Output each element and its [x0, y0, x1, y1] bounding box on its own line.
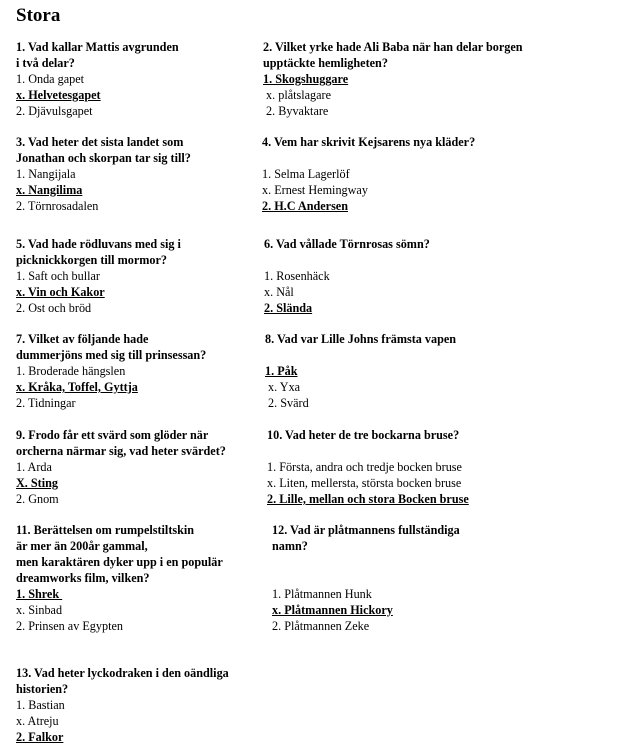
answer-option: 1. Onda gapet — [16, 72, 85, 86]
question-text — [16, 427, 226, 459]
question-line: upptäckte hemligheten? — [263, 56, 388, 70]
question-line: 13. Vad heter lyckodraken i den oändliga — [16, 666, 229, 680]
question-line: 2. Vilket yrke hade Ali Baba när han delar borgen — [263, 40, 523, 54]
answer-option: 2. Djävulsgapet — [16, 104, 93, 118]
question-line: 4. Vem har skrivit Kejsarens nya kläder? — [262, 135, 476, 149]
question-line: 12. Vad är plåtmannens fullständiga — [272, 523, 460, 537]
spacer — [272, 570, 460, 586]
question-text — [267, 427, 469, 443]
question-line: 11. Berättelsen om rumpelstiltskin — [16, 523, 195, 537]
answer-option-correct: x. Nangilima — [16, 183, 83, 197]
answer-option: 2. Tidningar — [16, 396, 76, 410]
spacer — [272, 554, 460, 570]
answer-option-correct: 2. Lille, mellan och stora Bocken bruse — [267, 492, 469, 506]
answer-option-correct: 2. Falkor — [16, 730, 64, 744]
question-8 — [265, 331, 456, 411]
question-text — [16, 39, 179, 71]
question-5 — [16, 236, 181, 316]
question-9 — [16, 427, 226, 507]
answer-option: 2. Byvaktare — [263, 104, 329, 118]
question-12 — [272, 522, 460, 634]
answer-option: 1. Broderade hängslen — [16, 364, 126, 378]
answer-option: x. Nål — [264, 285, 294, 299]
question-text — [262, 134, 475, 150]
answer-option: 1. Bastian — [16, 698, 65, 712]
question-4 — [262, 134, 475, 214]
answer-option: 2. Gnom — [16, 492, 59, 506]
spacer — [264, 252, 430, 268]
answer-option: 1. Arda — [16, 460, 52, 474]
question-line: namn? — [272, 539, 308, 553]
question-2 — [263, 39, 523, 119]
question-line: 8. Vad var Lille Johns främsta vapen — [265, 332, 457, 346]
question-text — [16, 331, 206, 363]
question-line: är mer än 200år gammal, — [16, 539, 148, 553]
spacer — [267, 443, 469, 459]
question-10 — [267, 427, 469, 507]
question-text — [265, 331, 456, 347]
answer-option: 2. Prinsen av Egypten — [16, 619, 123, 633]
question-line: 9. Frodo får ett svärd som glöder när — [16, 428, 209, 442]
spacer — [262, 150, 475, 166]
answer-option: 1. Selma Lagerlöf — [262, 167, 350, 181]
answer-option: 2. Ost och bröd — [16, 301, 92, 315]
question-7 — [16, 331, 206, 411]
answer-option: x. Sinbad — [16, 603, 63, 617]
spacer — [265, 347, 456, 363]
question-text — [16, 665, 229, 697]
question-text — [16, 522, 223, 586]
answer-option: x. plåtslagare — [263, 88, 332, 102]
question-text — [264, 236, 430, 252]
answer-option-correct: x. Vin och Kakor — [16, 285, 105, 299]
answer-option-correct: x. Helvetesgapet — [16, 88, 101, 102]
question-line: 10. Vad heter de tre bockarna bruse? — [267, 428, 460, 442]
answer-option: 1. Plåtmannen Hunk — [272, 587, 372, 601]
answer-option-correct: x. Kråka, Toffel, Gyttja — [16, 380, 138, 394]
page-title: Stora — [16, 5, 61, 26]
question-line: 6. Vad vållade Törnrosas sömn? — [264, 237, 430, 251]
answer-option: 1. Rosenhäck — [264, 269, 330, 283]
question-13 — [16, 665, 229, 745]
answer-option-correct: x. Plåtmannen Hickory — [272, 603, 393, 617]
question-line: 1. Vad kallar Mattis avgrunden — [16, 40, 179, 54]
question-line: historien? — [16, 682, 69, 696]
question-line: dummerjöns med sig till prinsessan? — [16, 348, 207, 362]
question-line: 7. Vilket av följande hade — [16, 332, 149, 346]
question-line: men karaktären dyker upp i en populär — [16, 555, 223, 569]
question-text — [263, 39, 523, 71]
question-line: picknickkorgen till mormor? — [16, 253, 167, 267]
question-line: 5. Vad hade rödluvans med sig i — [16, 237, 181, 251]
question-text — [16, 134, 191, 166]
answer-option: 2. Plåtmannen Zeke — [272, 619, 370, 633]
question-line: i två delar? — [16, 56, 75, 70]
question-line: Jonathan och skorpan tar sig till? — [16, 151, 191, 165]
answer-option: 1. Saft och bullar — [16, 269, 100, 283]
answer-option: x. Ernest Hemingway — [262, 183, 368, 197]
question-1 — [16, 39, 179, 119]
answer-option: x. Yxa — [265, 380, 301, 394]
answer-option-correct: 1. Påk — [265, 364, 298, 378]
question-6 — [264, 236, 430, 316]
answer-option-correct: X. Sting — [16, 476, 58, 490]
answer-option: 2. Svärd — [265, 396, 309, 410]
answer-option: 2. Törnrosadalen — [16, 199, 99, 213]
answer-option: x. Liten, mellersta, största bocken bruse — [267, 476, 462, 490]
answer-option-correct: 2. Slända — [264, 301, 313, 315]
answer-option-correct: 1. Skogshuggare — [263, 72, 349, 86]
question-11 — [16, 522, 223, 634]
question-text — [272, 522, 460, 554]
answer-option: 1. Första, andra och tredje bocken bruse — [267, 460, 462, 474]
answer-option: 1. Nangijala — [16, 167, 76, 181]
question-line: dreamworks film, vilken? — [16, 571, 150, 585]
answer-option-correct: 1. Shrek — [16, 587, 63, 601]
question-line: 3. Vad heter det sista landet som — [16, 135, 184, 149]
question-line: orcherna närmar sig, vad heter svärdet? — [16, 444, 226, 458]
answer-option: x. Atreju — [16, 714, 59, 728]
question-text — [16, 236, 181, 268]
answer-option-correct: 2. H.C Andersen — [262, 199, 348, 213]
question-3 — [16, 134, 191, 214]
